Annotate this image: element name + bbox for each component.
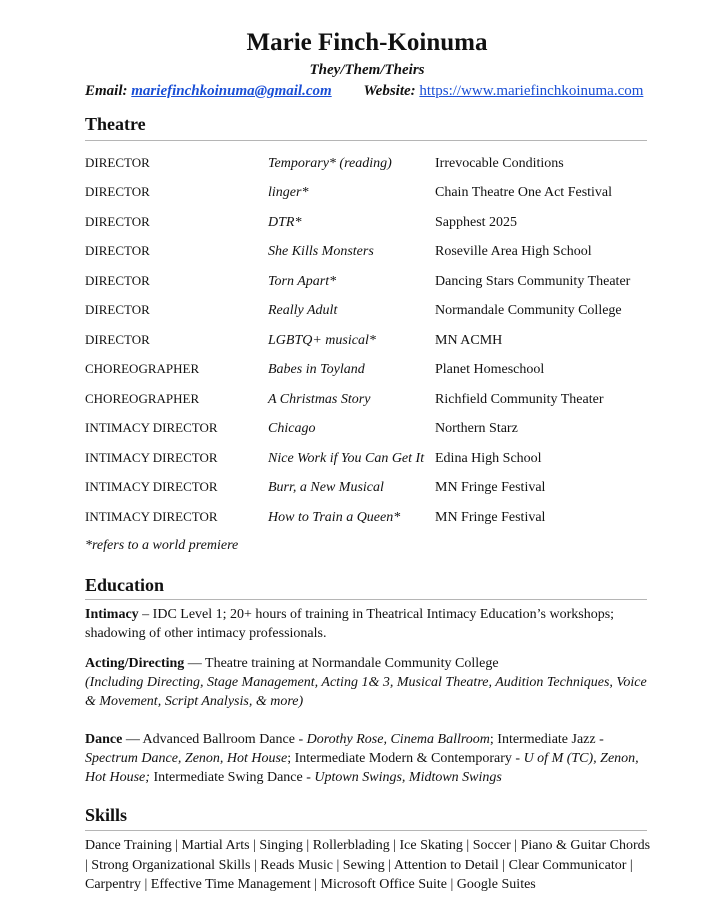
credit-title: Really Adult <box>268 303 338 318</box>
credit-venue: Sapphest 2025 <box>435 215 518 230</box>
credit-title: Babes in Toyland <box>268 362 365 377</box>
premiere-note: *refers to a world premiere <box>85 538 239 553</box>
education-heading: Education <box>85 575 165 595</box>
resume-name: Marie Finch-Koinuma <box>246 29 488 56</box>
theatre-divider <box>85 140 647 141</box>
credit-title: Torn Apart* <box>268 274 337 289</box>
credit-row <box>85 479 655 499</box>
credit-role: INTIMACY DIRECTOR <box>85 509 218 524</box>
credit-row <box>85 155 655 175</box>
credit-role: DIRECTOR <box>85 184 150 199</box>
website-label: Website: <box>363 83 416 99</box>
dance-entry <box>85 730 655 788</box>
website-link[interactable]: https://www.mariefinchkoinuma.com <box>419 83 644 99</box>
theatre-heading: Theatre <box>85 114 146 134</box>
credit-row <box>85 450 655 470</box>
credit-row <box>85 273 655 293</box>
credit-venue: Planet Homeschool <box>435 362 545 377</box>
credit-role: DIRECTOR <box>85 214 150 229</box>
credit-venue: Dancing Stars Community Theater <box>435 274 631 289</box>
credit-title: A Christmas Story <box>268 392 371 407</box>
credit-row <box>85 361 655 381</box>
credit-venue: MN ACMH <box>435 333 503 348</box>
intimacy-entry <box>85 605 655 643</box>
credit-title: LGBTQ+ musical* <box>268 333 376 348</box>
credit-row <box>85 302 655 322</box>
credit-row <box>85 184 655 204</box>
credit-venue: MN Fringe Festival <box>435 510 546 525</box>
dance-studio: Spectrum Dance, Zenon, Hot House <box>85 751 288 767</box>
acting-detail: (Including Directing, Stage Management, Acting 1& 3, Musical Theatre, Audition Techniques, Voice & Movement, Script Analysis, & more) <box>85 675 647 710</box>
credit-role: INTIMACY DIRECTOR <box>85 479 218 494</box>
credit-venue: Roseville Area High School <box>435 244 592 259</box>
credit-venue: MN Fringe Festival <box>435 480 546 495</box>
intimacy-text: – IDC Level 1; 20+ hours of training in Theatrical Intimacy Education’s workshops; shadowing of other intimacy professionals. <box>85 607 615 642</box>
contact-line <box>85 83 643 100</box>
credit-row <box>85 214 655 234</box>
credit-row <box>85 391 655 411</box>
credit-row <box>85 420 655 440</box>
skills-list: Dance Training | Martial Arts | Singing | Rollerblading | Ice Skating | Soccer | Piano & Guitar Chords | Strong Organizational Skills | Reads Music | Sewing | Attention to Detail | Clear Communicator | Carpentry | Effective Time Management | Microsoft Office Suite | Google Suites <box>85 838 651 892</box>
credit-title: Nice Work if You Can Get It <box>268 451 425 466</box>
dance-text: ; Intermediate Modern & Contemporary - <box>287 751 524 767</box>
dance-text: ; Intermediate Jazz - <box>489 732 604 747</box>
credit-role: DIRECTOR <box>85 273 150 288</box>
dance-studio: U of M (TC), Zenon, Hot House; <box>85 751 639 786</box>
skills-divider <box>85 830 647 831</box>
credit-venue: Richfield Community Theater <box>435 392 604 407</box>
credit-title: Temporary* (reading) <box>268 156 392 171</box>
email-link[interactable]: mariefinchkoinuma@gmail.com <box>131 83 332 99</box>
credit-title: linger* <box>268 185 309 200</box>
credit-row <box>85 509 655 529</box>
dance-text: — Advanced Ballroom Dance - <box>122 732 307 747</box>
credit-role: DIRECTOR <box>85 155 150 170</box>
credit-venue: Chain Theatre One Act Festival <box>435 185 613 200</box>
credit-row <box>85 332 655 352</box>
credit-title: Burr, a New Musical <box>268 480 384 495</box>
acting-label: Acting/Directing <box>85 656 185 671</box>
credit-role: DIRECTOR <box>85 302 150 317</box>
intimacy-label: Intimacy <box>85 607 139 622</box>
credit-role: DIRECTOR <box>85 243 150 258</box>
acting-text: — Theatre training at Normandale Community College <box>184 656 499 671</box>
credit-title: DTR* <box>268 215 302 230</box>
education-divider <box>85 599 647 600</box>
credit-venue: Irrevocable Conditions <box>435 156 564 171</box>
credit-row <box>85 243 655 263</box>
acting-entry <box>85 654 655 712</box>
credit-venue: Normandale Community College <box>435 303 622 318</box>
email-label: Email: <box>85 83 128 99</box>
dance-studio: Dorothy Rose, Cinema Ballroom <box>306 732 490 747</box>
skills-heading: Skills <box>85 805 128 825</box>
credit-role: INTIMACY DIRECTOR <box>85 450 218 465</box>
pronouns: They/Them/Theirs <box>309 62 425 78</box>
credit-venue: Edina High School <box>435 451 542 466</box>
credit-title: Chicago <box>268 421 316 436</box>
credit-title: How to Train a Queen* <box>268 510 401 525</box>
dance-label: Dance <box>85 732 123 747</box>
credit-title: She Kills Monsters <box>268 244 374 259</box>
dance-text: Intermediate Swing Dance - <box>149 770 315 786</box>
credit-role: INTIMACY DIRECTOR <box>85 420 218 435</box>
dance-studio: Uptown Swings, Midtown Swings <box>314 770 502 786</box>
credit-venue: Northern Starz <box>435 421 518 436</box>
credit-role: CHOREOGRAPHER <box>85 391 200 406</box>
credit-role: CHOREOGRAPHER <box>85 361 200 376</box>
credit-role: DIRECTOR <box>85 332 150 347</box>
